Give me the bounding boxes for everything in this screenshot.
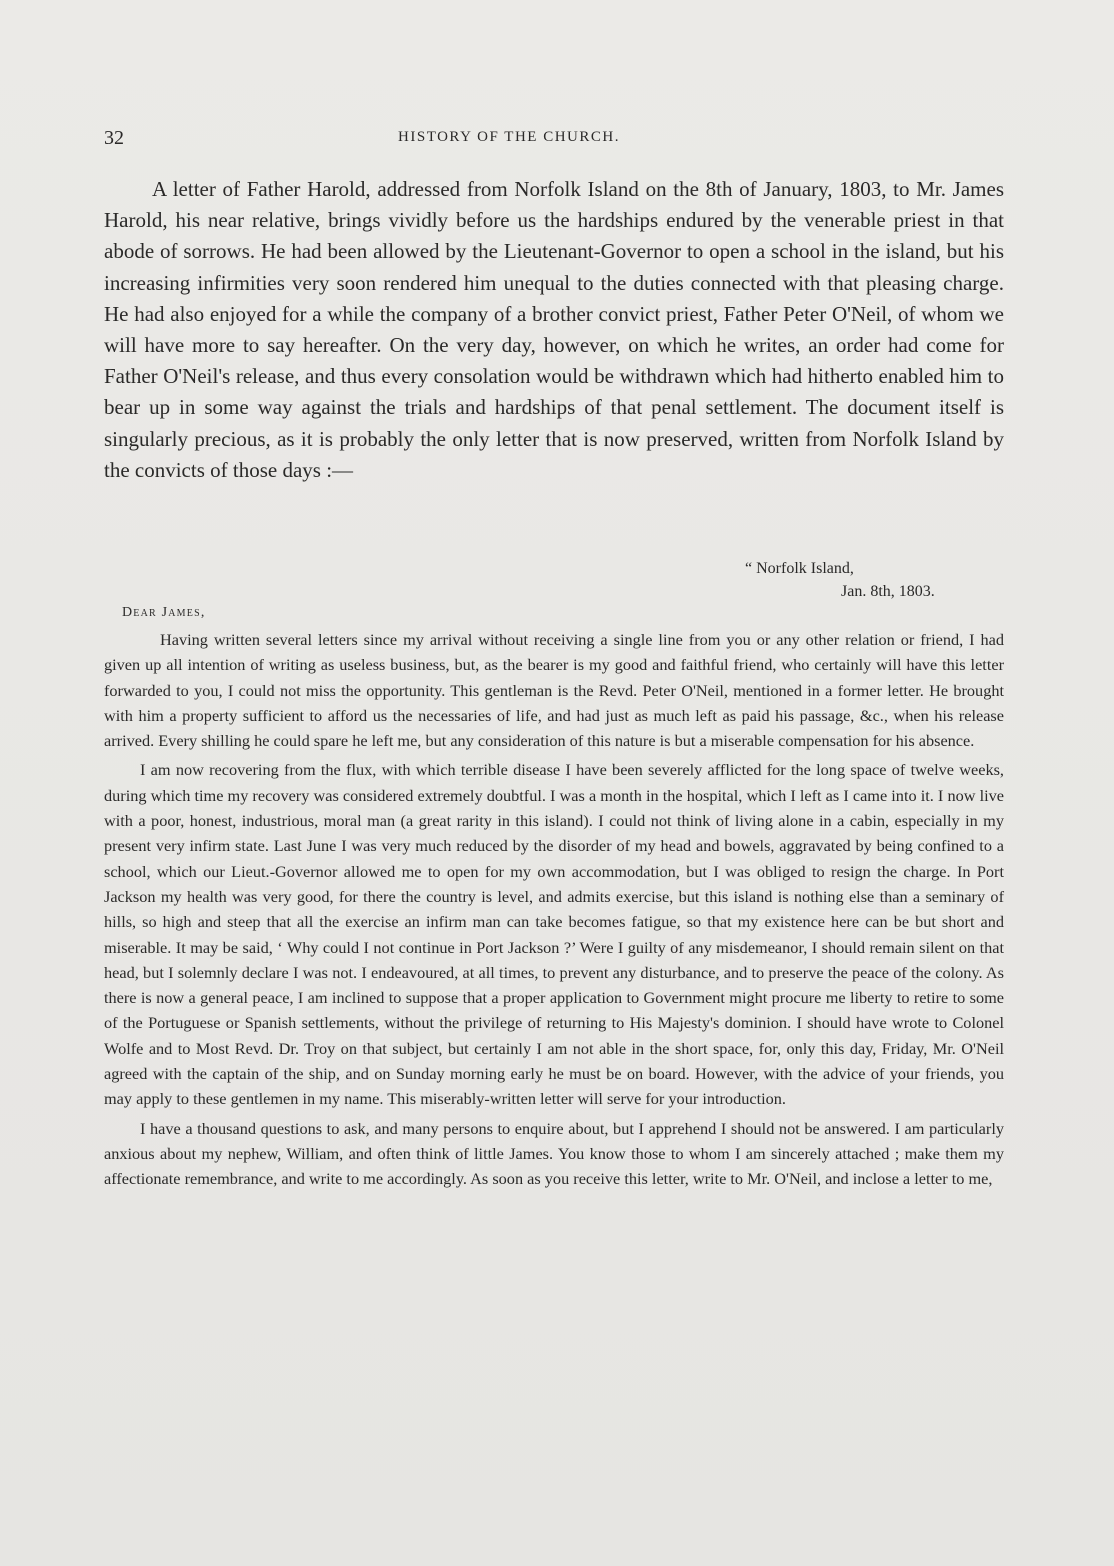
letter-dateline	[745, 557, 975, 603]
letter-paragraph: I have a thousand questions to ask, and many persons to enquire about, but I apprehend I should not be answered. I am particularly anxious about my nephew, William, and often think of little James. You know those to whom I am sincerely attached ; make them my affectionate remembrance, and write to me accordingly. As soon as you receive this letter, write to Mr. O'Neil, and inclose a letter to me,	[104, 1118, 1004, 1189]
letter-paragraph: Having written several letters since my arrival without receiving a single line from you or any other relation or friend, I had given up all intention of writing as useless business, but, as the bearer is my good and faithful friend, who certainly will have this letter forwarded to you, I could not miss the opportunity. This gentleman is the Revd. Peter O'Neil, mentioned in a former letter. He brought with him a property sufficient to afford us the necessaries of life, and had just as much left as paid his passage, &c., when his release arrived. Every shilling he could spare he left me, but any consideration of this nature is but a miserable compensation for his absence.	[104, 630, 1004, 751]
page-number: 32	[104, 127, 124, 149]
running-head	[104, 127, 1004, 151]
intro-paragraph: A letter of Father Harold, addressed from Norfolk Island on the 8th of January, 1803, to Mr. James Harold, his near relative, brings vividly before us the hardships endured by the venerable priest in that abode of sorrows. He had been allowed by the Lieutenant-Governor to open a school in the island, but his increasing infirmities very soon rendered him unequal to the duties connected with that pleasing charge. He had also enjoyed for a while the company of a brother convict priest, Father Peter O'Neil, of whom we will have more to say hereafter. On the very day, however, on which he writes, an order had come for Father O'Neil's release, and thus every consolation would be withdrawn which had hitherto enabled him to bear up in some way against the trials and hardships of that penal settlement. The document itself is singularly precious, as it is probably the only letter that is now preserved, written from Norfolk Island by the convicts of those days :—	[104, 177, 1004, 482]
running-title: HISTORY OF THE CHURCH.	[398, 129, 620, 145]
dateline-place: “ Norfolk Island,	[745, 560, 854, 577]
intro-section	[104, 174, 1004, 486]
dateline-date: Jan. 8th, 1803.	[841, 583, 935, 600]
letter-body	[104, 627, 1004, 1196]
letter-paragraph: I am now recovering from the flux, with which terrible disease I have been severely afflicted for the long space of twelve weeks, during which time my recovery was considered extremely doubtful. I was a month in the hospital, which I left as I came into it. I now live with a poor, honest, industrious, moral man (a great rarity in this island). I could not think of living alone in a cabin, especially in my present very infirm state. Last June I was very much reduced by the disorder of my head and bowels, aggravated by being confined to a school, which our Lieut.-Governor allowed me to open for my own accommodation, but I was obliged to resign the charge. In Port Jackson my health was very good, for there the country is level, and admits exercise, but this island is nothing else than a seminary of hills, so high and steep that all the exercise an infirm man can take becomes fatigue, so that my existence here can be but short and miserable. It may be said, ‘ Why could I not continue in Port Jackson ?’ Were I guilty of any misdemeanor, I should remain silent on that head, but I solemnly declare I was not. I endeavoured, at all times, to prevent any disturbance, and to preserve the peace of the colony. As there is now a general peace, I am inclined to suppose that a proper application to Government might procure me liberty to retire to some of the Portuguese or Spanish settlements, without the privilege of returning to His Majesty's dominion. I should have wrote to Colonel Wolfe and to Most Revd. Dr. Troy on that subject, but certainly I am not able in the short space, for, only this day, Friday, Mr. O'Neil agreed with the captain of the ship, and on Sunday morning early he must be on board. However, with the advice of your friends, you may apply to these gentlemen in my name. This miserably-written letter will serve for your introduction.	[104, 760, 1004, 1109]
letter-salutation: Dear James,	[122, 605, 206, 620]
